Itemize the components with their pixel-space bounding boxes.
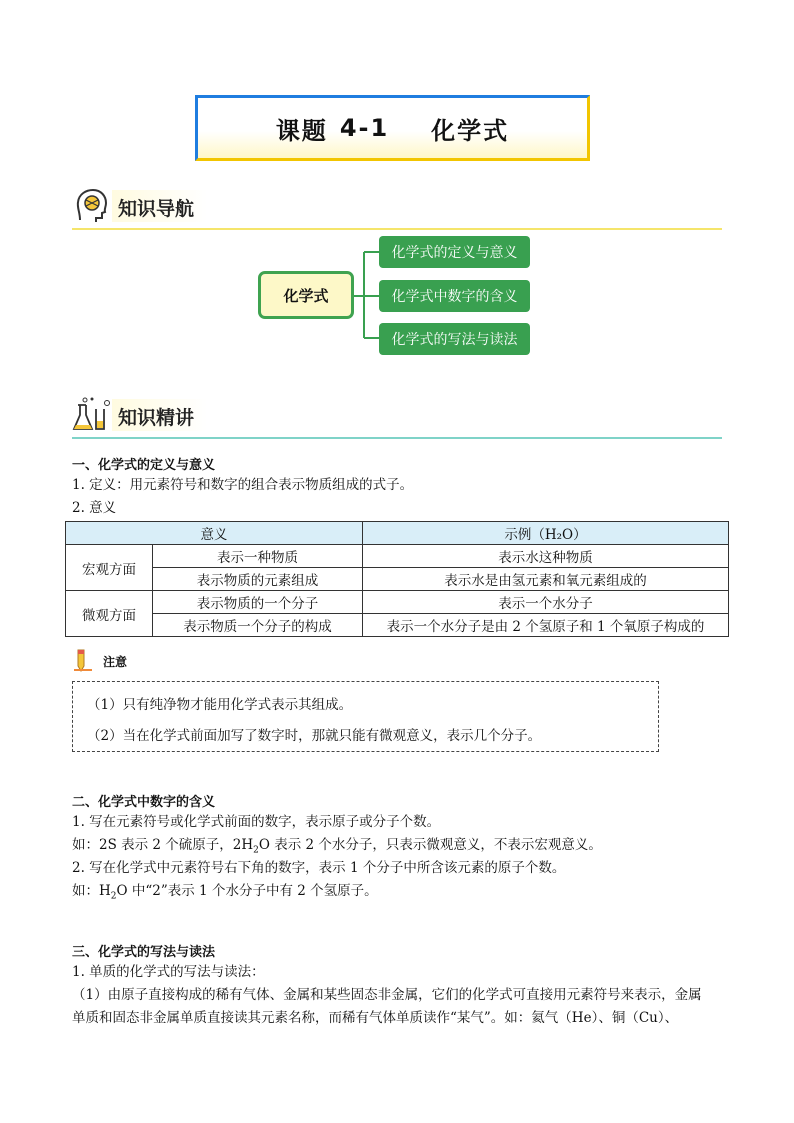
table-cell: 表示物质的元素组成 [153, 568, 363, 591]
table-header: 示例（H₂O） [363, 522, 729, 545]
table-row [66, 614, 729, 637]
part2-line: 1. 写在元素符号或化学式前面的数字，表示原子或分子个数。 [72, 814, 441, 830]
title-prefix: 课题 [275, 116, 328, 145]
table-header-row [66, 522, 729, 545]
part3-line: 1. 单质的化学式的写法与读法： [72, 964, 265, 980]
meaning-table [65, 521, 729, 637]
table-cell: 表示物质一个分子的构成 [153, 614, 363, 637]
table-group-label: 微观方面 [66, 591, 153, 637]
mindmap-node: 化学式中数字的含义 [379, 280, 530, 312]
table-group-label: 宏观方面 [66, 545, 153, 591]
note-item: （1）只有纯净物才能用化学式表示其组成。 [87, 697, 353, 713]
part3-line: 单质和固态非金属单质直接读其元素名称，而稀有气体单质读作“某气”。如：氦气（He）、铜（Cu）、 [72, 1010, 679, 1026]
flask-icon [72, 395, 112, 435]
part1-definition: 1. 定义：用元素符号和数字的组合表示物质组成的式子。 [72, 477, 414, 493]
table-cell: 表示一种物质 [153, 545, 363, 568]
section-nav-label: 知识导航 [118, 198, 195, 220]
section-header-nav [72, 186, 722, 230]
table-header: 意义 [66, 522, 363, 545]
mindmap-node: 化学式的写法与读法 [379, 323, 530, 355]
note-box [72, 681, 659, 752]
lesson-title [195, 95, 590, 161]
table-cell: 表示水是由氢元素和氧元素组成的 [363, 568, 729, 591]
table-cell: 表示物质的一个分子 [153, 591, 363, 614]
table-cell: 表示一个水分子 [363, 591, 729, 614]
pencil-icon [72, 648, 96, 674]
part1-meaning-label: 2. 意义 [72, 500, 117, 516]
section-header-lecture [72, 395, 722, 439]
part2-example-2: 如：$H_2O$ 中“2”表示 1 个水分子中有 2 个氢原子。 [72, 883, 378, 902]
part2-line: 2. 写在化学式中元素符号右下角的数字，表示 1 个分子中所含该元素的原子个数。 [72, 860, 566, 876]
part3-heading: 三、化学式的写法与读法 [72, 945, 216, 960]
part1-heading: 一、化学式的定义与意义 [72, 458, 216, 473]
part2-example-1: 如：2S 表示 2 个硫原子，$2H_2O$ 表示 2 个水分子，只表示微观意义，不表示宏观意义。 [72, 837, 602, 856]
note-item: （2）当在化学式前面加写了数字时，那就只能有微观意义，表示几个分子。 [87, 728, 542, 744]
table-cell: 表示一个水分子是由 2 个氢原子和 1 个氧原子构成的 [363, 614, 729, 637]
mindmap-root: 化学式 [258, 271, 354, 319]
part2-heading: 二、化学式中数字的含义 [72, 795, 216, 810]
note-label: 注意 [103, 655, 128, 669]
table-row [66, 545, 729, 568]
title-number: 4-1 [339, 114, 390, 142]
brain-head-icon [72, 186, 112, 226]
mindmap-node: 化学式的定义与意义 [379, 236, 530, 268]
table-row [66, 591, 729, 614]
part3-line: （1）由原子直接构成的稀有气体、金属和某些固态非金属，它们的化学式可直接用元素符号来表示，金属 [72, 987, 702, 1003]
table-cell: 表示水这种物质 [363, 545, 729, 568]
section-lecture-label: 知识精讲 [118, 407, 195, 429]
table-row [66, 568, 729, 591]
title-topic: 化学式 [431, 116, 510, 145]
